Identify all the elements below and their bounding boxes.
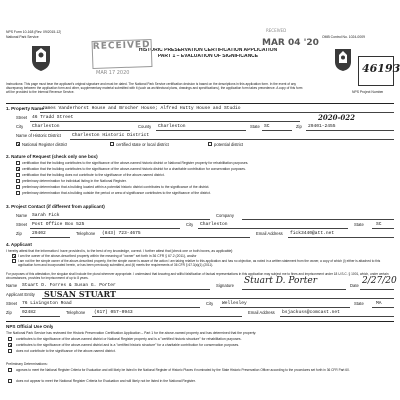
request-item-6: preliminary determination that a building outside the period or area of significance contributes to the significance of the district.: [22, 191, 211, 195]
request-item-2-checkbox[interactable]: ✕: [17, 167, 21, 172]
nps-item-3: does not contribute to the significance of the above-named district.: [16, 349, 116, 353]
district-option-national-checkbox[interactable]: ✕: [17, 142, 21, 147]
request-item-6-checkbox[interactable]: [16, 191, 20, 195]
contact-email-value[interactable]: fick3440@att.net: [290, 231, 335, 236]
form-title: HISTORIC PRESERVATION CERTIFICATION APPLICATION: [138, 48, 278, 53]
received-stamp-right: RECEIVED: [266, 28, 287, 33]
contact-state-label: State: [354, 222, 364, 227]
applicant-phone-label: Telephone: [66, 310, 86, 315]
applicant-zip-label: Zip: [6, 310, 12, 315]
property-street-label: Street: [16, 115, 28, 120]
contact-street-label: Street: [16, 222, 28, 227]
nps-prelim-1-checkbox[interactable]: [8, 368, 12, 372]
contact-email-label: Email Address: [256, 231, 283, 236]
nps-item-1-checkbox[interactable]: [8, 337, 12, 341]
applicant-city-value[interactable]: Wellesley: [222, 301, 247, 306]
applicant-name-label: Name: [6, 283, 18, 288]
form-number: NPS Form 10-168 (Rev. 09/2015-12): [6, 30, 62, 34]
nps-item-3-checkbox[interactable]: [8, 349, 12, 353]
historic-district-label: Name of Historic District: [16, 133, 61, 138]
property-name-value[interactable]: James Vanderhorst House and Brocher House; Alfred Hutty House and Studio: [42, 106, 241, 111]
property-state-label: State: [250, 124, 260, 129]
applicant-entity-value[interactable]: SUSAN STUART: [44, 289, 116, 299]
property-zip-label: Zip: [296, 124, 302, 129]
contact-section-title: 3. Project Contact (if different from applicant): [6, 204, 105, 209]
district-option-certified-checkbox[interactable]: [110, 142, 114, 146]
nps-intro: The National Park Service has reviewed the Historic Preservation Certification Application – Part 1 for the above-named property and has determined that the property:: [6, 331, 257, 335]
nps-prelim-2-checkbox[interactable]: [8, 379, 12, 383]
contact-name-label: Name: [16, 213, 28, 218]
contact-zip-value[interactable]: 29402: [32, 231, 46, 236]
nps-item-2: contributes to the significance of the above-named district and is a "certified historic structure" for a charitable contribution for conservation purposes.: [16, 343, 240, 347]
property-state-value[interactable]: SC: [264, 124, 270, 129]
applicant-state-label: State: [354, 301, 364, 306]
applicant-entity-label: Applicant Entity: [6, 292, 35, 297]
received-stamp-date: MAR 17 2020: [96, 70, 130, 76]
nps-item-1: contributes to the significance of the above-named district or National Register property and is a "certified historic structure" for rehabilitation purposes.: [16, 337, 242, 341]
request-section-title: 2. Nature of Request (check only one box): [6, 154, 98, 159]
property-section-title: 1. Property Name: [6, 106, 44, 111]
historic-district-value[interactable]: Charleston Historic District: [72, 133, 150, 138]
contact-city-label: City: [186, 222, 194, 227]
applicant-street-value[interactable]: 76 Livingston Road: [22, 301, 72, 306]
handwritten-year: 2020-022: [318, 113, 355, 122]
nps-project-number-label: NPS Project Number: [352, 90, 384, 94]
request-item-1-checkbox[interactable]: [16, 161, 20, 165]
applicant-name-value[interactable]: Stuart D. Forres & Susan G. Porter: [22, 283, 116, 288]
request-item-5-checkbox[interactable]: [16, 185, 20, 189]
district-option-potential: potential district: [214, 142, 244, 147]
applicant-owner-text: I am the owner of the above-described property within the meaning of "owner" set forth in 36 CFR § 67.2 (2011), and/or: [18, 254, 197, 258]
applicant-email-value[interactable]: bsjackuss@comcast.net: [282, 310, 340, 315]
nps-arrowhead-logo-right: [334, 48, 352, 72]
applicant-phone-value[interactable]: (617) 057-0943: [94, 310, 133, 315]
request-item-3: certification that the building does not contribute to the significance of the above-named district.: [22, 173, 165, 177]
request-item-3-checkbox[interactable]: [16, 173, 20, 177]
received-stamp-text: RECEIVED: [92, 40, 151, 53]
applicant-non-owner-text: I am not the fee simple owner of the above-described property, the fee simple owner is aware of the action I am taking relative to this application and has no objection, as noted in a written statement from the owner, a copy of which (i) either is attached to this application form and incorporated herein, or has been previously submitted, and (ii) meets the requirements of 36 CFR § 67.3(a)(1) (2011).: [18, 259, 381, 267]
district-option-national: National Register district: [22, 142, 68, 147]
applicant-city-label: City: [206, 301, 214, 306]
contact-zip-label: Zip: [16, 231, 22, 236]
applicant-state-value[interactable]: MA: [376, 301, 382, 306]
contact-city-value[interactable]: Charleston: [200, 222, 228, 227]
nps-arrowhead-logo-left: [30, 44, 52, 72]
received-stamp: [92, 39, 153, 69]
contact-name-value[interactable]: Sarah Fick: [32, 213, 60, 218]
instructions-text: Instructions: This page must bear the applicant's original signature and must be dated. The National Park Service certification decision is based on the descriptions in this application form. In the event of any discrepancy between the application form and other, supplementary material submitted with it (such as architectural plans, drawings and specifications), the application form takes precedence. A copy of this form will be provided to the Internal Revenue Service.: [6, 82, 303, 94]
property-city-label: City: [16, 124, 24, 129]
nps-project-number: 46193: [362, 62, 400, 75]
contact-phone-label: Telephone: [76, 231, 96, 236]
contact-phone-value[interactable]: (843) 723-4675: [102, 231, 141, 236]
property-zip-value[interactable]: 29401-2455: [308, 124, 336, 129]
applicant-date-value[interactable]: 2/27/20: [362, 276, 397, 286]
nps-prelim-1: appears to meet the National Register Criteria for Evaluation and will likely be listed in the National Register of Historic Places if nominated by the State Historic Preservation Officer according to the procedures set forth in 36 CFR Part 60.: [16, 368, 350, 372]
applicant-owner-checkbox[interactable]: ✕: [13, 254, 17, 259]
nps-prelim-2: does not appear to meet the National Register Criteria for Evaluation and will likely not be listed in the National Register.: [16, 379, 196, 383]
district-option-certified: certified state or local district: [116, 142, 169, 147]
received-stamp-right-date: MAR 04 '20: [262, 38, 319, 48]
applicant-section-title: 4. Applicant: [6, 242, 32, 247]
property-street-value[interactable]: 46 Tradd Street: [32, 115, 74, 120]
applicant-non-owner-checkbox[interactable]: [12, 259, 16, 263]
property-city-value[interactable]: Charleston: [32, 124, 60, 129]
contact-company-label: Company: [216, 213, 234, 218]
contact-state-value[interactable]: SC: [376, 222, 382, 227]
applicant-signature[interactable]: Stuart D. Porter: [244, 276, 317, 286]
district-option-potential-checkbox[interactable]: [208, 142, 212, 146]
bureau-name: National Park Service: [6, 35, 39, 39]
applicant-signature-label: Signature: [216, 283, 234, 288]
omb-number: OMB Control No. 1024-0009: [322, 35, 365, 39]
form-subtitle: PART 1 – EVALUATION OF SIGNIFICANCE: [157, 54, 259, 59]
applicant-street-label: Street: [6, 301, 18, 306]
contact-street-value[interactable]: Post Office Box 525: [32, 222, 85, 227]
applicant-date-label: Date: [350, 283, 359, 288]
nps-prelim-title: Preliminary Determinations:: [6, 362, 48, 366]
nps-official-use-title: NPS Official Use Only: [6, 324, 54, 329]
applicant-email-label: Email Address: [248, 310, 275, 315]
request-item-1: certification that the building contributes to the significance of the above-named historic district or National Register property for rehabilitation purposes.: [22, 161, 249, 165]
applicant-intro: I hereby attest that the information I have provided is, to the best of my knowledge, correct. I further attest that [check one or both boxes, as applicable]:: [6, 249, 234, 253]
request-item-4: preliminary determination for individual listing in the National Register.: [22, 179, 127, 183]
request-item-2: certification that the building contributes to the significance of the above-named historic district for a charitable contribution for conservation purposes.: [22, 167, 246, 171]
property-county-label: County: [138, 124, 152, 129]
applicant-attestation: For purposes of this attestation, the singular shall include the plural wherever appropriate. I understand that knowing and willful falsification of factual representations in this application may subject me to fines and imprisonment under 18 U.S.C. § 1001, which, under certain circumstances, provides for imprisonment of up to 8 years.: [6, 272, 389, 280]
applicant-zip-value[interactable]: 02482: [22, 310, 36, 315]
request-item-5: preliminary determination that a building located within a potential historic district contributes to the significance of the district.: [22, 185, 210, 189]
property-county-value[interactable]: Charleston: [158, 124, 186, 129]
request-item-4-checkbox[interactable]: [16, 179, 20, 183]
nps-item-2-checkbox[interactable]: ✕: [9, 343, 13, 348]
